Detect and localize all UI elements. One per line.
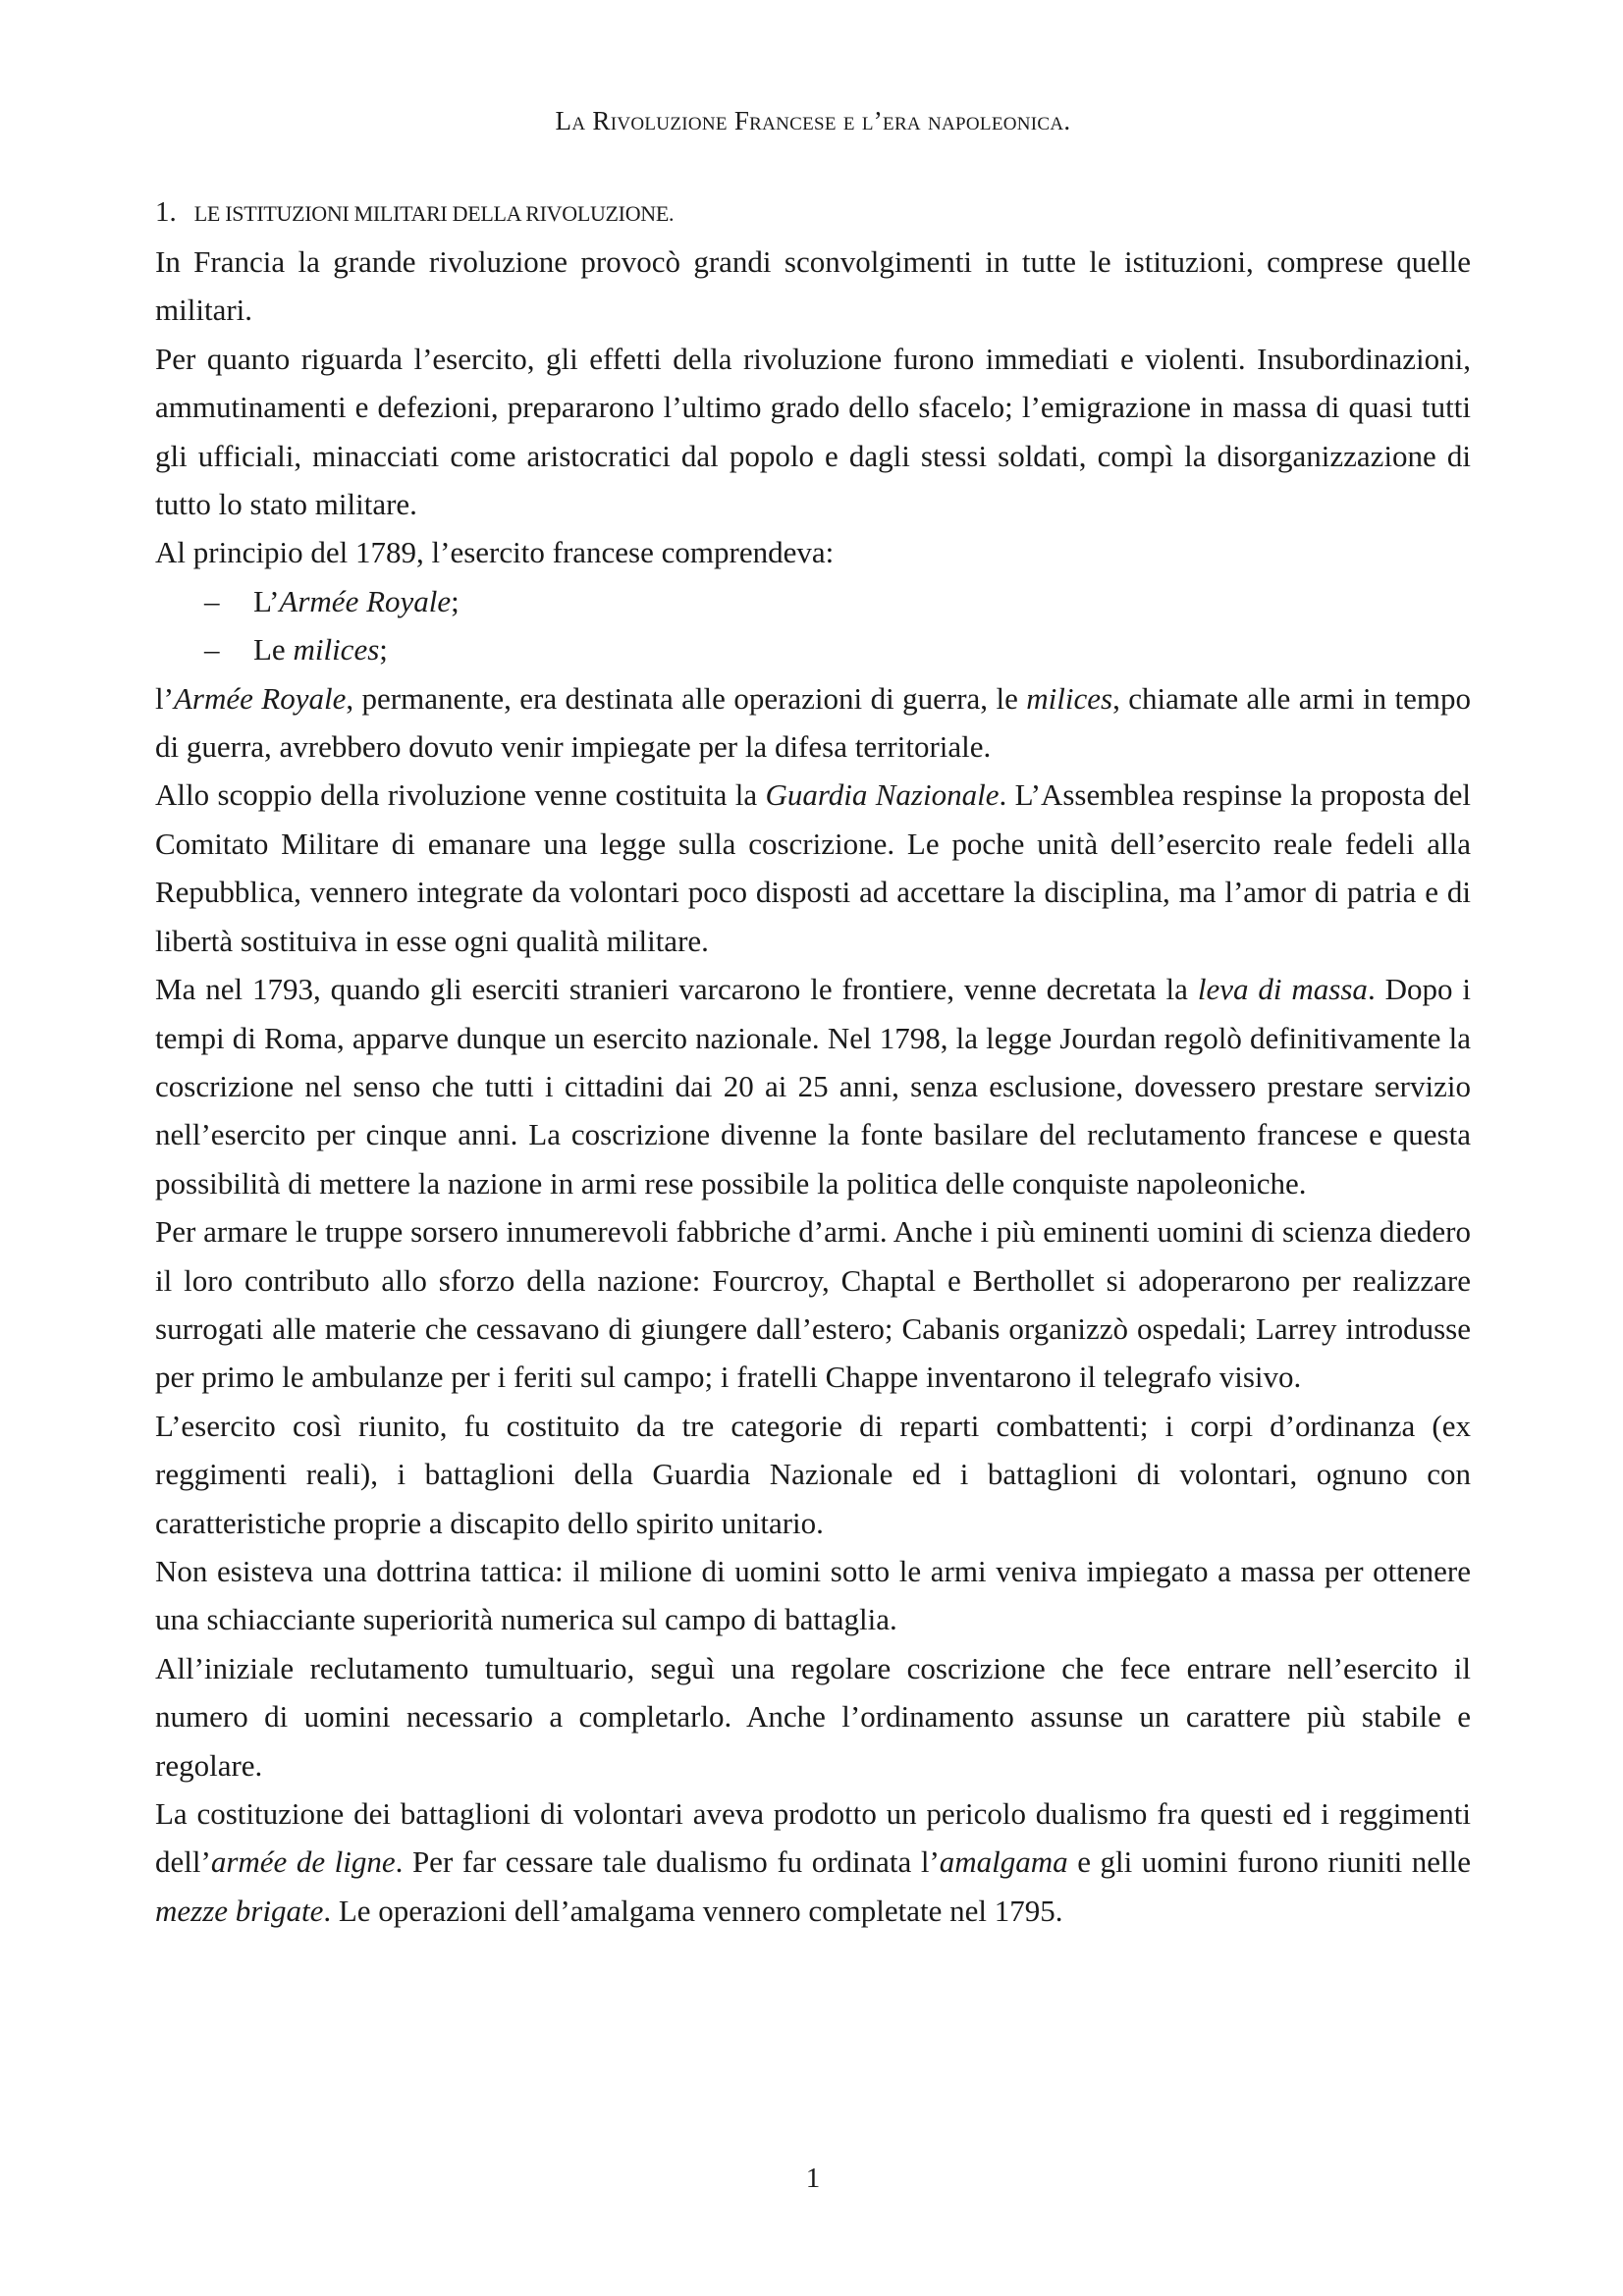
text-run-italic: amalgama <box>939 1844 1068 1880</box>
paragraph-8: L’esercito così riunito, fu costituito da tre categorie di reparti combattenti; i corpi d’ordinanza (ex reggimenti reali), i battaglioni della Guardia Nazionale ed i battaglioni di volontari, ognuno con caratteristiche proprie a discapito dello spirito unitario. <box>155 1408 1471 1540</box>
army-list <box>155 577 1471 674</box>
text-run: La costituzione dei battaglioni di volontari aveva prodotto un pericolo dualismo fra questi ed i reggimenti dell’ <box>155 1796 1471 1880</box>
list-text-italic: milices <box>293 632 380 667</box>
section-title: LE ISTITUZIONI MILITARI DELLA RIVOLUZIONE. <box>193 201 675 226</box>
section-number: 1. <box>155 196 177 228</box>
paragraph-6 <box>155 965 1471 1207</box>
list-text: ; <box>379 632 388 667</box>
paragraph-5 <box>155 771 1471 965</box>
page-number: 1 <box>805 2163 821 2194</box>
paragraph-4 <box>155 674 1471 772</box>
document-page <box>155 0 1471 2296</box>
paragraph-10: All’iniziale reclutamento tumultuario, seguì una regolare coscrizione che fece entrare nell’esercito il numero di uomini necessario a completarlo. Anche l’ordinamento assunse un carattere più stabile e regolare. <box>155 1650 1471 1783</box>
text-run-italic: leva di massa <box>1197 972 1368 1007</box>
list-item <box>155 625 1471 673</box>
paragraph-3: Al principio del 1789, l’esercito francese comprendeva: <box>155 535 835 570</box>
paragraph-1: In Francia la grande rivoluzione provocò grandi sconvolgimenti in tutte le istituzioni, comprese quelle militari. <box>155 244 1471 328</box>
list-text: L’ <box>253 583 280 618</box>
text-run: , permanente, era destinata alle operazioni di guerra, le <box>346 680 1027 716</box>
text-run-italic: Guardia Nazionale <box>765 777 1000 813</box>
text-run: l’ <box>155 680 174 716</box>
text-run: Allo scoppio della rivoluzione venne costituita la <box>155 777 766 813</box>
list-text: ; <box>451 583 460 618</box>
text-run: . L’Assemblea respinse la proposta del Comitato Militare di emanare una legge sulla coscrizione. Le poche unità dell’esercito reale fedeli alla Repubblica, vennero integrate da volontari poco disposti ad accettare la disciplina, ma l’amor di patria e di libertà sostituiva in esse ogni qualità militare. <box>155 777 1471 958</box>
text-run: Ma nel 1793, quando gli eserciti stranieri varcarono le frontiere, venne decretata la <box>155 972 1198 1007</box>
text-run-italic: armée de ligne <box>210 1844 396 1880</box>
text-run-italic: Armée Royale <box>173 680 347 716</box>
text-run: . Dopo i tempi di Roma, apparve dunque un esercito nazionale. Nel 1798, la legge Jourdan regolò definitivamente la coscrizione nel senso che tutti i cittadini dai 20 ai 25 anni, senza esclusione, dovessero prestare servizio nell’esercito per cinque anni. La coscrizione divenne la fonte basilare del reclutamento francese e questa possibilità di mettere la nazione in armi rese possibile la politica delle conquiste napoleoniche. <box>155 972 1472 1201</box>
list-text: Le <box>253 632 294 667</box>
text-run-italic: mezze brigate <box>155 1893 324 1928</box>
list-text-italic: Armée Royale <box>279 583 452 618</box>
text-run: . Per far cessare tale dualismo fu ordinata l’ <box>395 1844 940 1880</box>
section-heading <box>155 196 674 229</box>
body-text <box>155 238 1471 1935</box>
paragraph-11 <box>155 1789 1471 1935</box>
page-header: La Rivoluzione Francese e l’era napoleonica. <box>555 106 1071 135</box>
list-dash: – <box>204 583 220 618</box>
paragraph-2: Per quanto riguarda l’esercito, gli effetti della rivoluzione furono immediati e violenti. Insubordinazioni, ammutinamenti e defezioni, prepararono l’ultimo grado dello sfacelo; l’emigrazione in massa di quasi tutti gli ufficiali, minacciati come aristocratici dal popolo e dagli stessi soldati, compì la disorganizzazione di tutto lo stato militare. <box>155 341 1471 522</box>
list-item <box>155 577 1471 625</box>
text-run: , chiamate alle armi in tempo di guerra, avrebbero dovuto venir impiegate per la difesa territoriale. <box>155 680 1471 765</box>
paragraph-7: Per armare le truppe sorsero innumerevoli fabbriche d’armi. Anche i più eminenti uomini di scienza diedero il loro contributo allo sforzo della nazione: Fourcroy, Chaptal e Berthollet si adoperarono per realizzare surrogati alle materie che cessavano di giungere dall’estero; Cabanis organizzò ospedali; Larrey introdusse per primo le ambulanze per i feriti sul campo; i fratelli Chappe inventarono il telegrafo visivo. <box>155 1214 1471 1395</box>
text-run: . Le operazioni dell’amalgama vennero completate nel 1795. <box>323 1893 1063 1928</box>
list-dash: – <box>204 632 220 667</box>
text-run-italic: milices <box>1026 680 1113 716</box>
text-run: e gli uomini furono riuniti nelle <box>1067 1844 1471 1880</box>
paragraph-9: Non esisteva una dottrina tattica: il milione di uomini sotto le armi veniva impiegato a massa per ottenere una schiacciante superiorità numerica sul campo di battaglia. <box>155 1553 1471 1637</box>
